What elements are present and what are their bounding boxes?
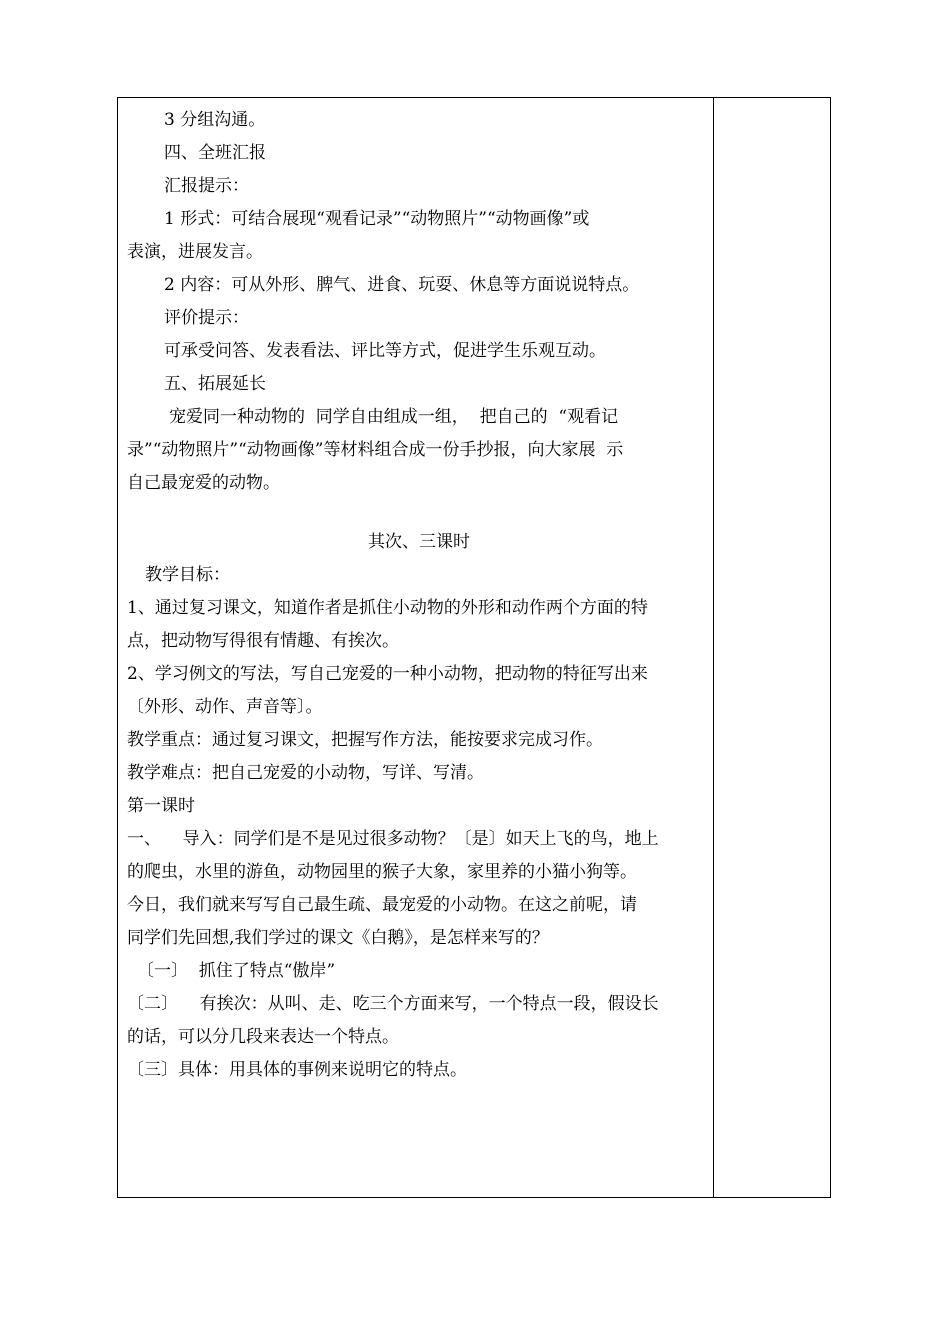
text-line: 〔三〕具体：用具体的事例来说明它的特点。 <box>127 1060 467 1080</box>
text-line: 的话，可以分几段来表达一个特点。 <box>127 1027 399 1047</box>
text-line: 同学们先回想,我们学过的课文《白鹅》，是怎样来写的？ <box>127 928 549 948</box>
text-line: 1、通过复习课文，知道作者是抓住小动物的外形和动作两个方面的特 <box>127 598 648 618</box>
text-line: 可承受问答、发表看法、评比等方式，促进学生乐观互动。 <box>164 341 606 361</box>
text-line: 教学难点：把自己宠爱的小动物，写详、写清。 <box>127 763 484 783</box>
text-line: 〔二〕 有挨次：从叫、走、吃三个方面来写，一个特点一段，假设长 <box>127 994 659 1014</box>
lesson-plan-content <box>127 104 711 1087</box>
text-line: 自己最宠爱的动物。 <box>127 473 280 493</box>
column-divider <box>713 97 714 1198</box>
text-line: 今日，我们就来写写自己最生疏、最宠爱的小动物。在这之前呢，请 <box>127 895 637 915</box>
text-line: 〔外形、动作、声音等〕。 <box>127 697 323 717</box>
text-line: 〔一〕 抓住了特点“傲岸” <box>137 961 336 981</box>
text-line: 评价提示： <box>164 308 249 328</box>
section-heading: 五、拓展延长 <box>164 374 266 394</box>
text-line: 点，把动物写得很有情趣、有挨次。 <box>127 631 399 651</box>
section-heading: 四、全班汇报 <box>164 143 266 163</box>
text-line: 3 分组沟通。 <box>164 110 266 130</box>
text-line: 2、学习例文的写法，写自己宠爱的一种小动物，把动物的特征写出来 <box>127 664 648 684</box>
text-line: 表演，进展发言。 <box>127 242 263 262</box>
text-line: 教学目标： <box>145 565 230 585</box>
text-line: 一、 导入：同学们是不是见过很多动物？〔是〕如天上飞的鸟，地上 <box>127 829 659 849</box>
text-line: 录”“动物照片”“动物画像”等材料组合成一份手抄报，向大家展 示 <box>127 440 624 460</box>
lesson-heading: 第一课时 <box>127 796 195 816</box>
text-line: 教学重点：通过复习课文，把握写作方法，能按要求完成习作。 <box>127 730 603 750</box>
section-title: 其次、三课时 <box>368 532 470 552</box>
text-line: 的爬虫，水里的游鱼，动物园里的猴子大象，家里养的小猫小狗等。 <box>127 862 637 882</box>
text-line: 2 内容：可从外形、脾气、进食、玩耍、休息等方面说说特点。 <box>164 275 640 295</box>
text-line: 1 形式：可结合展现“观看记录”“动物照片”“动物画像”或 <box>164 209 590 229</box>
text-line: 汇报提示： <box>164 176 249 196</box>
text-line: 宠爱同一种动物的 同学自由组成一组， 把自己的 “观看记 <box>169 407 619 427</box>
